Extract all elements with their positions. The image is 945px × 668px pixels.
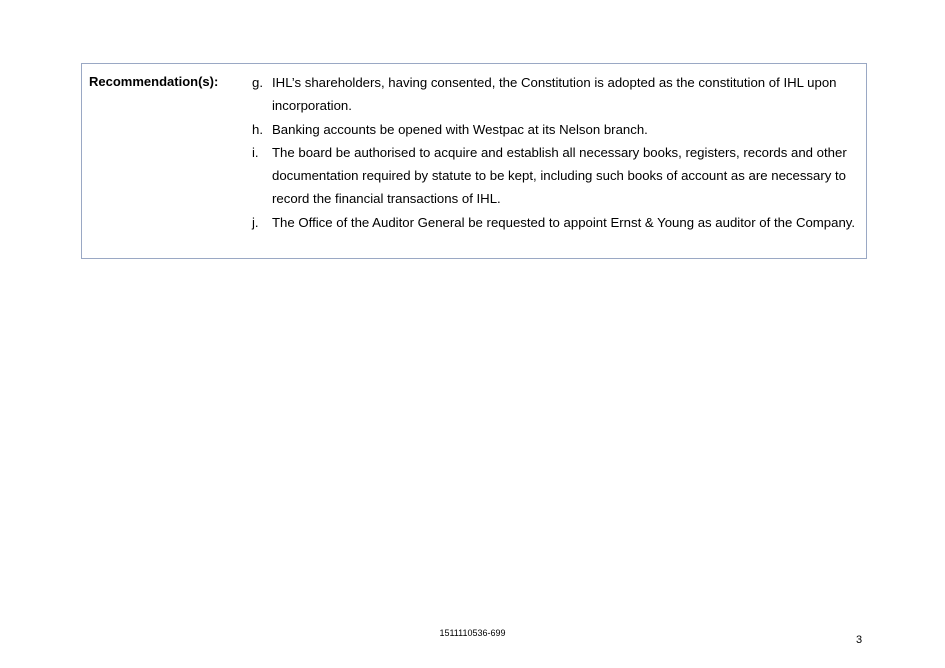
recommendation-letter: i.	[252, 144, 259, 160]
recommendation-item	[252, 211, 862, 234]
recommendations-list	[252, 71, 862, 234]
recommendation-text: IHL’s shareholders, having consented, the Constitution is adopted as the constitution of IHL upon incorporation.	[272, 75, 837, 114]
recommendation-item	[252, 71, 862, 118]
recommendation-text: Banking accounts be opened with Westpac at its Nelson branch.	[272, 121, 648, 137]
recommendation-item	[252, 141, 862, 211]
recommendation-text: The board be authorised to acquire and establish all necessary books, registers, records and other documentation required by statute to be kept, including such books of account as are necessary to record the financial transactions of IHL.	[272, 144, 847, 207]
recommendation-letter: j.	[252, 214, 259, 230]
recommendations-heading: Recommendation(s):	[89, 74, 219, 89]
recommendation-letter: h.	[252, 121, 263, 137]
recommendation-letter: g.	[252, 75, 263, 90]
recommendation-text: The Office of the Auditor General be requested to appoint Ernst & Young as auditor of the Company.	[272, 214, 856, 230]
recommendations-box	[81, 63, 867, 259]
recommendation-item	[252, 118, 862, 141]
document-reference: 1511110536-699	[439, 628, 506, 638]
page-number: 3	[856, 634, 863, 646]
